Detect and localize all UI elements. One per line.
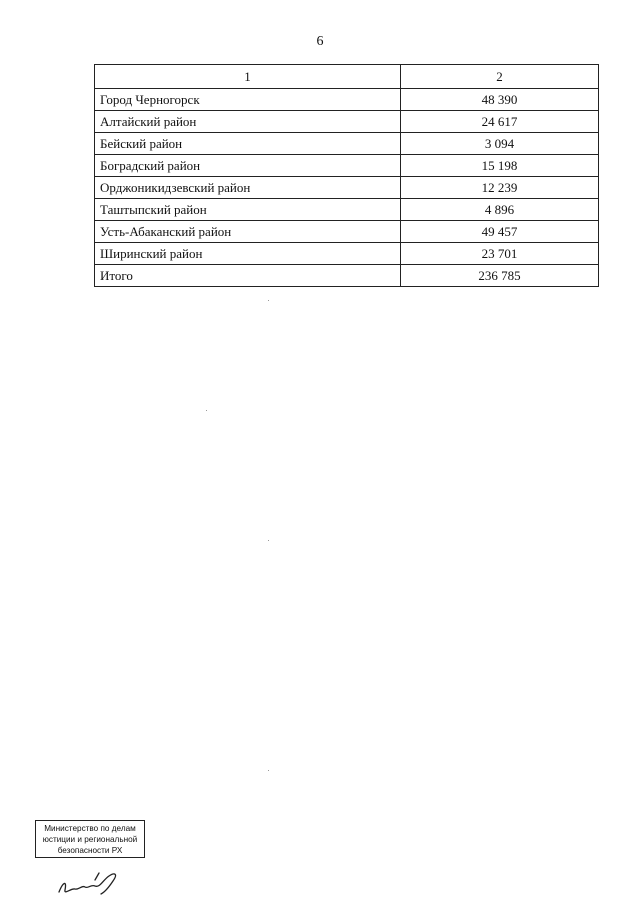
table-row xyxy=(95,177,599,199)
table-header-row xyxy=(95,65,599,89)
stamp-line: юстиции и региональной xyxy=(42,835,138,844)
table-row xyxy=(95,199,599,221)
total-label: Итого xyxy=(95,265,401,287)
district-name: Город Черногорск xyxy=(95,89,401,111)
table-row xyxy=(95,111,599,133)
district-value: 24 617 xyxy=(401,111,599,133)
district-value: 48 390 xyxy=(401,89,599,111)
table-row xyxy=(95,155,599,177)
scan-speck xyxy=(268,770,269,771)
scan-speck xyxy=(268,300,269,301)
table-row xyxy=(95,243,599,265)
scan-speck xyxy=(206,410,207,411)
table-row xyxy=(95,221,599,243)
district-name: Таштыпский район xyxy=(95,199,401,221)
district-value: 23 701 xyxy=(401,243,599,265)
handwritten-signature-icon xyxy=(55,868,135,898)
page-number: 6 xyxy=(316,34,324,49)
district-name: Алтайский район xyxy=(95,111,401,133)
scan-speck xyxy=(268,540,269,541)
stamp-line: безопасности РХ xyxy=(57,846,123,855)
table-row xyxy=(95,89,599,111)
table-row xyxy=(95,133,599,155)
data-table xyxy=(94,64,599,287)
column-header-1: 1 xyxy=(95,65,401,89)
district-value: 3 094 xyxy=(401,133,599,155)
district-name: Ширинский район xyxy=(95,243,401,265)
total-value: 236 785 xyxy=(401,265,599,287)
district-value: 4 896 xyxy=(401,199,599,221)
district-name: Боградский район xyxy=(95,155,401,177)
table-total-row xyxy=(95,265,599,287)
column-header-2: 2 xyxy=(401,65,599,89)
district-name: Бейский район xyxy=(95,133,401,155)
district-name: Орджоникидзевский район xyxy=(95,177,401,199)
district-value: 49 457 xyxy=(401,221,599,243)
district-value: 12 239 xyxy=(401,177,599,199)
ministry-stamp xyxy=(35,820,145,858)
stamp-line: Министерство по делам xyxy=(44,824,136,833)
district-name: Усть-Абаканский район xyxy=(95,221,401,243)
district-value: 15 198 xyxy=(401,155,599,177)
